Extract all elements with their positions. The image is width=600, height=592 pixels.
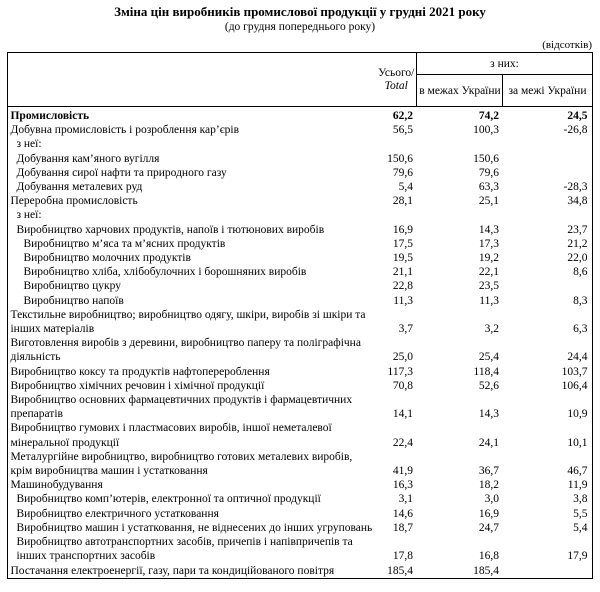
value-outside: 24,5: [567, 110, 588, 122]
value-inside: 16,9: [478, 507, 499, 520]
row-label: з неї:: [16, 209, 42, 222]
row-label: Виробництво автотранспортних засобів, причепів і напівпричепів та інших транспортних засобів: [16, 536, 353, 563]
stub-header-cell: [8, 53, 376, 107]
value-inside: 185,4: [473, 564, 499, 577]
table-row: [8, 492, 592, 506]
row-label: Постачання електроенергії, газу, пари та кондиційованого повітря: [10, 564, 335, 577]
value-outside: 5,5: [573, 507, 588, 520]
total-label-uk: Усього/: [378, 66, 415, 79]
table-row: [8, 450, 592, 478]
value-inside: 14,3: [478, 223, 499, 236]
value-total: [376, 137, 417, 151]
table-row: [8, 393, 592, 421]
row-label: Виробництво машин і устатковання, не віднесених до інших угруповань: [16, 521, 373, 534]
value-outside: 17,9: [567, 550, 588, 563]
row-label: Виробництво м’яса та м’ясних продуктів: [23, 237, 226, 250]
producer-price-table: [7, 52, 592, 579]
page-subtitle: (до грудня попереднього року): [224, 21, 376, 33]
table-row: [8, 379, 592, 393]
value-inside: 24,7: [478, 521, 499, 534]
value-total: 14,6: [392, 507, 413, 520]
value-total: 41,9: [392, 465, 413, 478]
page-title: Зміна цін виробників промислової продукції у грудні 2021 року: [114, 4, 486, 19]
value-total: [376, 208, 417, 222]
table-row: [8, 564, 592, 579]
value-total: 5,4: [398, 181, 413, 194]
table-row: [8, 123, 592, 137]
row-label: Переробна промисловість: [10, 195, 138, 208]
table-row: [8, 107, 592, 124]
value-outside: 34,8: [567, 195, 588, 208]
table-header: [8, 53, 592, 107]
value-outside: [503, 152, 592, 166]
value-inside: 100,3: [473, 124, 499, 137]
value-total: 19,5: [392, 252, 413, 265]
value-inside: 25,1: [478, 195, 499, 208]
table-row: [8, 223, 592, 237]
value-total: 22,8: [392, 280, 413, 293]
value-total: 150,6: [387, 152, 413, 165]
row-label: Виробництво комп’ютерів, електронної та оптичної продукції: [16, 493, 321, 506]
row-label: Виробництво гумових і пластмасових виробів, іншої неметалевої мінеральної продукції: [10, 422, 332, 449]
row-label: Виробництво молочних продуктів: [23, 252, 191, 265]
units-note: (відсотків): [542, 39, 592, 51]
value-inside: [417, 137, 503, 151]
value-inside: 17,3: [478, 237, 499, 250]
value-outside: 46,7: [567, 465, 588, 478]
row-label: Текстильне виробництво; виробництво одягу, шкіри, виробів зі шкіри та інших матеріалів: [10, 308, 366, 336]
value-total: 18,7: [392, 521, 413, 534]
value-outside: 24,4: [567, 351, 588, 364]
row-label: Виробництво напоїв: [23, 294, 124, 307]
row-label: Машинобудування: [10, 479, 103, 492]
outside-ukraine-header: за межі України: [503, 75, 592, 107]
table-row: [8, 137, 592, 151]
value-outside: 8,3: [573, 294, 588, 307]
row-label: Виготовлення виробів з деревини, виробництво паперу та поліграфічна діяльність: [10, 337, 361, 364]
value-outside: [503, 208, 592, 222]
value-outside: [503, 564, 592, 579]
value-outside: [503, 166, 592, 180]
table-row: [8, 478, 592, 492]
value-outside: 106,4: [561, 379, 588, 392]
value-total: 16,9: [392, 223, 413, 236]
table-row: [8, 308, 592, 336]
value-inside: 24,1: [478, 436, 499, 449]
table-row: [8, 194, 592, 208]
value-outside: 22,0: [567, 252, 588, 265]
value-inside: 3,2: [484, 323, 499, 336]
row-label: Виробництво харчових продуктів, напоїв і тютюнових виробів: [16, 223, 325, 236]
table-row: [8, 208, 592, 222]
value-total: 11,3: [393, 294, 413, 307]
table-row: [8, 237, 592, 251]
table-row: [8, 507, 592, 521]
table-row: [8, 279, 592, 293]
table-row: [8, 166, 592, 180]
row-label: Добувна промисловість і розроблення кар’єрів: [10, 124, 240, 137]
row-label: Добування кам’яного вугілля: [16, 152, 160, 165]
row-label: Металургійне виробництво, виробництво готових металевих виробів, крім виробництва машин і устатковання: [10, 450, 353, 478]
value-inside: 23,5: [478, 280, 499, 293]
table-row: [8, 294, 592, 308]
table-row: [8, 265, 592, 279]
value-inside: 150,6: [473, 152, 499, 165]
inside-ukraine-header: в межах України: [417, 75, 503, 107]
table-row: [8, 521, 592, 535]
value-total: 117,3: [387, 365, 413, 378]
table-body: [8, 107, 592, 579]
value-total: 17,5: [392, 237, 413, 250]
value-outside: 5,4: [573, 521, 588, 534]
value-total: 62,2: [392, 110, 413, 122]
value-inside: 52,6: [478, 379, 499, 392]
value-total: 185,4: [387, 564, 413, 577]
row-label: Виробництво хімічних речовин і хімічної продукції: [10, 379, 265, 392]
value-total: 14,1: [392, 408, 413, 421]
table-row: [8, 365, 592, 379]
table-row: [8, 421, 592, 449]
total-label-en: Total: [384, 79, 408, 92]
value-inside: [417, 208, 503, 222]
value-inside: 118,4: [473, 365, 499, 378]
value-inside: 3,0: [484, 493, 499, 506]
row-label: Виробництво хліба, хлібобулочних і борошняних виробів: [23, 266, 307, 279]
value-inside: 74,2: [478, 110, 499, 122]
value-total: 25,0: [392, 351, 413, 364]
value-inside: 18,2: [478, 479, 499, 492]
value-total: 70,8: [392, 379, 413, 392]
value-outside: 23,7: [567, 223, 588, 236]
value-inside: 16,8: [478, 550, 499, 563]
value-outside: -26,8: [563, 124, 588, 137]
value-outside: [503, 137, 592, 151]
row-label: з неї:: [16, 138, 42, 151]
value-outside: 8,6: [573, 266, 588, 279]
table-row: [8, 336, 592, 364]
value-outside: 10,9: [567, 408, 588, 421]
row-label: Виробництво цукру: [23, 280, 121, 293]
value-total: 17,8: [392, 550, 413, 563]
value-outside: 6,3: [573, 323, 588, 336]
value-outside: 21,2: [567, 237, 588, 250]
table-row: [8, 180, 592, 194]
value-outside: 11,9: [567, 479, 588, 492]
value-total: 28,1: [392, 195, 413, 208]
value-total: 79,6: [392, 166, 413, 179]
value-total: 3,1: [398, 493, 413, 506]
value-total: 21,1: [392, 266, 413, 279]
value-inside: 63,3: [478, 181, 499, 194]
row-label: Промисловість: [10, 110, 90, 122]
value-inside: 22,1: [478, 266, 499, 279]
table-row: [8, 535, 592, 563]
row-label: Виробництво коксу та продуктів нафтоперероблення: [10, 365, 270, 378]
value-outside: [503, 279, 592, 293]
value-inside: 25,4: [478, 351, 499, 364]
value-inside: 19,2: [478, 252, 499, 265]
value-inside: 79,6: [478, 166, 499, 179]
value-inside: 36,7: [478, 465, 499, 478]
value-outside: 103,7: [561, 365, 588, 378]
table-row: [8, 152, 592, 166]
value-total: 3,7: [398, 323, 413, 336]
of-which-header: з них:: [417, 53, 592, 75]
row-label: Добування сирої нафти та природного газу: [16, 166, 227, 179]
value-outside: 3,8: [573, 493, 588, 506]
row-label: Виробництво електричного устатковання: [16, 507, 219, 520]
value-outside: 10,1: [567, 436, 588, 449]
total-column-header: [376, 53, 417, 107]
value-inside: 11,3: [479, 294, 499, 307]
value-total: 22,4: [392, 436, 413, 449]
value-total: 56,5: [392, 124, 413, 137]
value-inside: 14,3: [478, 408, 499, 421]
table-row: [8, 251, 592, 265]
value-total: 16,3: [392, 479, 413, 492]
row-label: Добування металевих руд: [16, 181, 143, 194]
value-outside: -28,3: [563, 181, 588, 194]
row-label: Виробництво основних фармацевтичних продуктів і фармацевтичних препаратів: [10, 394, 353, 421]
